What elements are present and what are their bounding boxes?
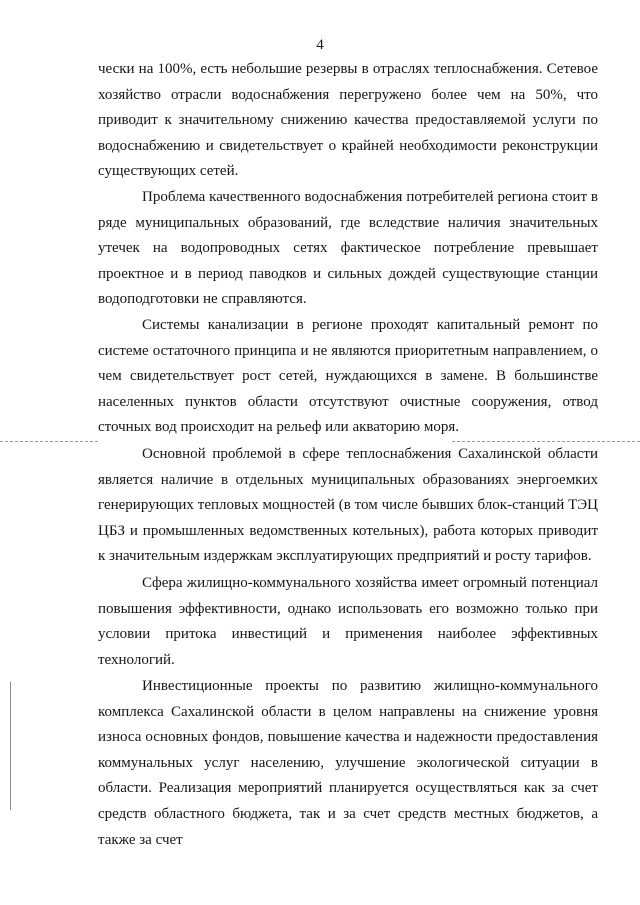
paragraph-heat-supply-problem: Основной проблемой в сфере теплоснабжения Сахалинской области является наличие в отдельных муниципальных образованиях энергоемких генерирующих тепловых мощностей (в том числе бывших блок-станций ТЭЦ ЦБЗ и промышленных ведомственных котельных), работа которых приводит к значительным издержкам эксплуатирующих предприятий и росту тарифов. (98, 446, 598, 565)
paragraph-efficiency-potential: Сфера жилищно-коммунального хозяйства имеет огромный потенциал повышения эффективности, однако использовать его возможно только при условии притока инвестиций и применения наиболее эффективных технологий. (98, 575, 598, 668)
page-number: 4 (316, 37, 324, 53)
scan-artifact-line-right (452, 441, 640, 442)
paragraph-water-supply-problem: Проблема качественного водоснабжения потребителей региона стоит в ряде муниципальных образований, где вследствие наличия значительных утечек на водопроводных сетях фактическое потребление превышает проектное и в период паводков и сильных дождей существующие станции водоподготовки не справляются. (98, 189, 598, 308)
paragraph-water-network-load: чески на 100%, есть небольшие резервы в отраслях теплоснабжения. Сетевое хозяйство отрасли водоснабжения перегружено более чем на 50%, что приводит к значительному снижению качества предоставляемой услуги по водоснабжению и свидетельствует о крайней необходимости реконструкции существующих сетей. (98, 61, 598, 180)
scan-artifact-margin-mark (10, 682, 11, 810)
paragraph-investment-projects: Инвестиционные проекты по развитию жилищно-коммунального комплекса Сахалинской области в целом направлены на снижение уровня износа основных фондов, повышение качества и надежности предоставления коммунальных услуг населению, улучшение экологической ситуации в области. Реализация мероприятий планируется осуществляться как за счет средств областного бюджета, так и за счет средств местных бюджетов, а также за счет (98, 678, 598, 848)
scan-artifact-line-left (0, 441, 98, 442)
paragraph-sewerage-systems: Системы канализации в регионе проходят капитальный ремонт по системе остаточного принципа и не являются приоритетным направлением, о чем свидетельствует рост сетей, нуждающихся в замене. В большинстве населенных пунктов области отсутствуют очистные сооружения, отвод сточных вод происходит на рельеф или акваторию моря. (98, 317, 598, 436)
